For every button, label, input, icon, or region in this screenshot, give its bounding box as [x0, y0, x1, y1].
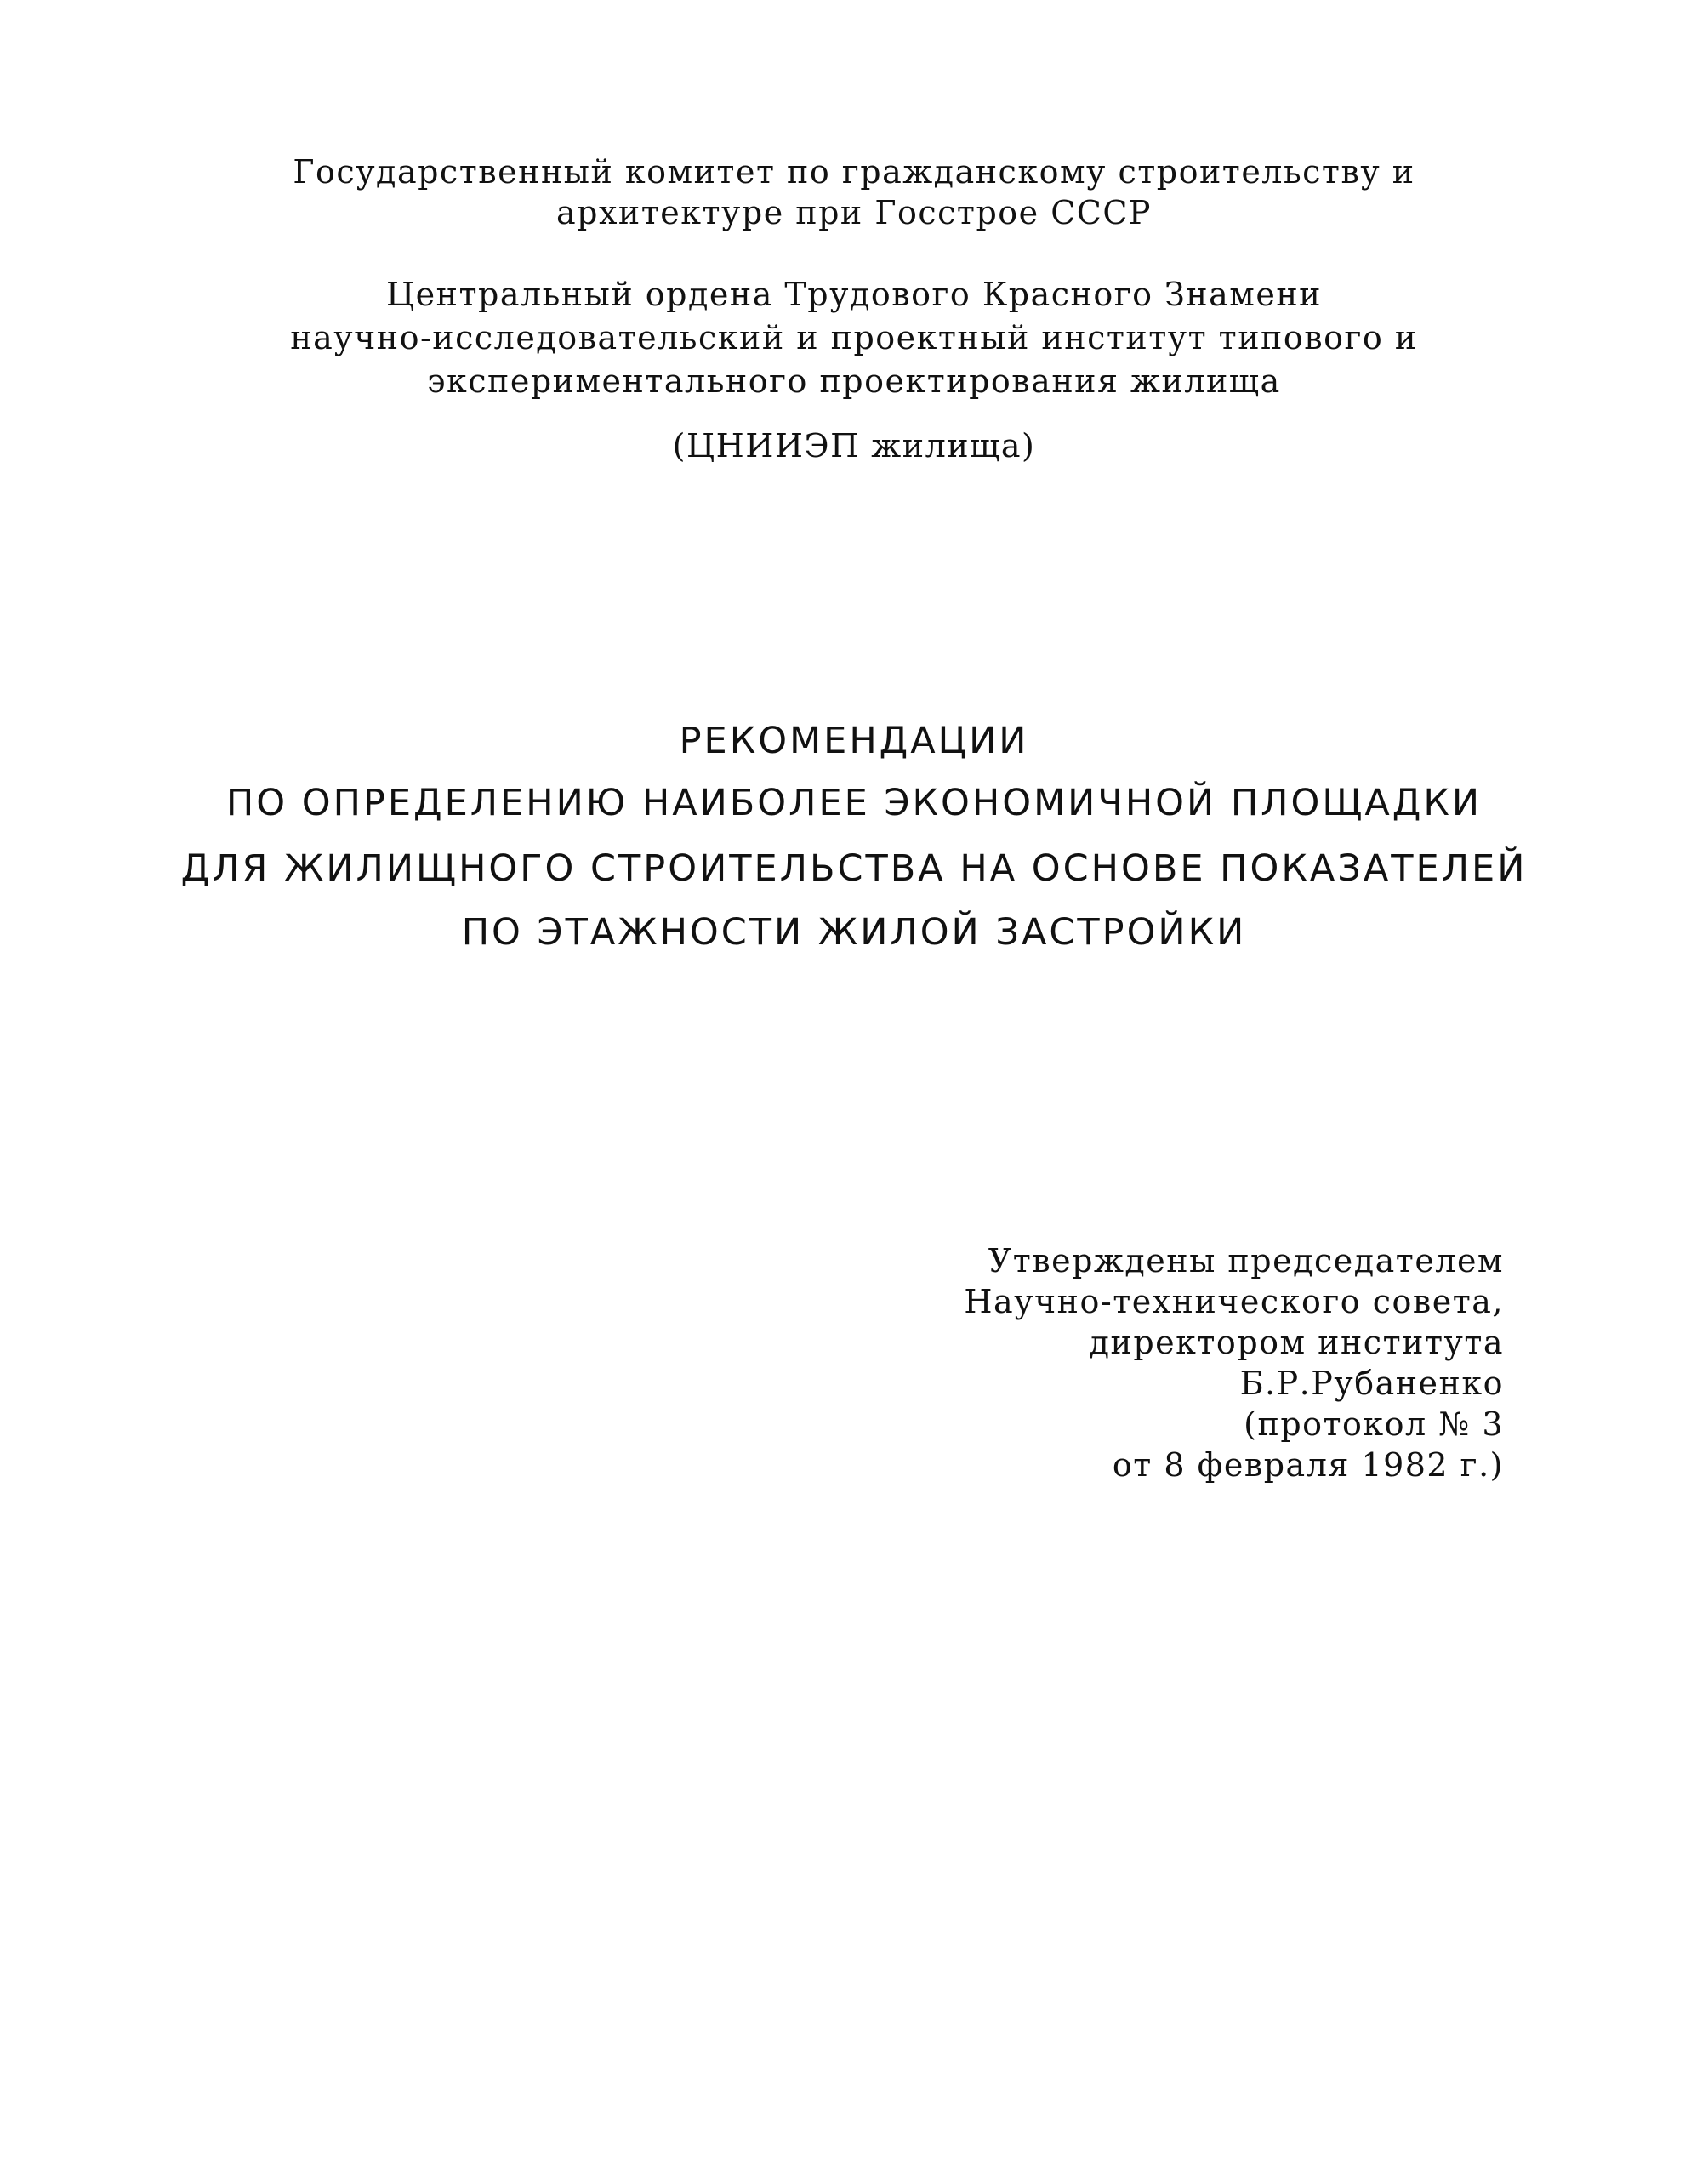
institute-abbreviation: (ЦНИИЭП жилища): [672, 427, 1036, 464]
approval-signatory: Б.Р.Рубаненко: [1239, 1365, 1504, 1402]
approval-line-2: Научно-технического совета,: [964, 1283, 1504, 1320]
committee-line-1: Государственный комитет по гражданскому строительству и: [293, 153, 1415, 191]
approval-line-3: директором института: [1089, 1324, 1504, 1361]
approval-protocol: (протокол № 3: [1244, 1405, 1504, 1443]
approval-line-1: Утверждены председателем: [988, 1242, 1504, 1279]
approval-block: [964, 1240, 1504, 1485]
title-line-3: ДЛЯ ЖИЛИЩНОГО СТРОИТЕЛЬСТВА НА ОСНОВЕ ПОКАЗАТЕЛЕЙ: [180, 847, 1528, 890]
title-line-4: ПО ЭТАЖНОСТИ ЖИЛОЙ ЗАСТРОЙКИ: [461, 911, 1247, 954]
title-line-2: ПО ОПРЕДЕЛЕНИЮ НАИБОЛЕЕ ЭКОНОМИЧНОЙ ПЛОЩАДКИ: [225, 782, 1483, 824]
title-line-1: РЕКОМЕНДАЦИИ: [679, 720, 1029, 762]
institute-line-1: Центральный ордена Трудового Красного Знамени: [386, 276, 1322, 313]
institute-line-3: экспериментального проектирования жилища: [427, 362, 1281, 400]
approval-date: от 8 февраля 1982 г.): [1112, 1446, 1504, 1484]
committee-line-2: архитектуре при Госстрое СССР: [555, 194, 1153, 231]
institute-line-2: научно-исследовательский и проектный институт типового и: [290, 319, 1418, 356]
